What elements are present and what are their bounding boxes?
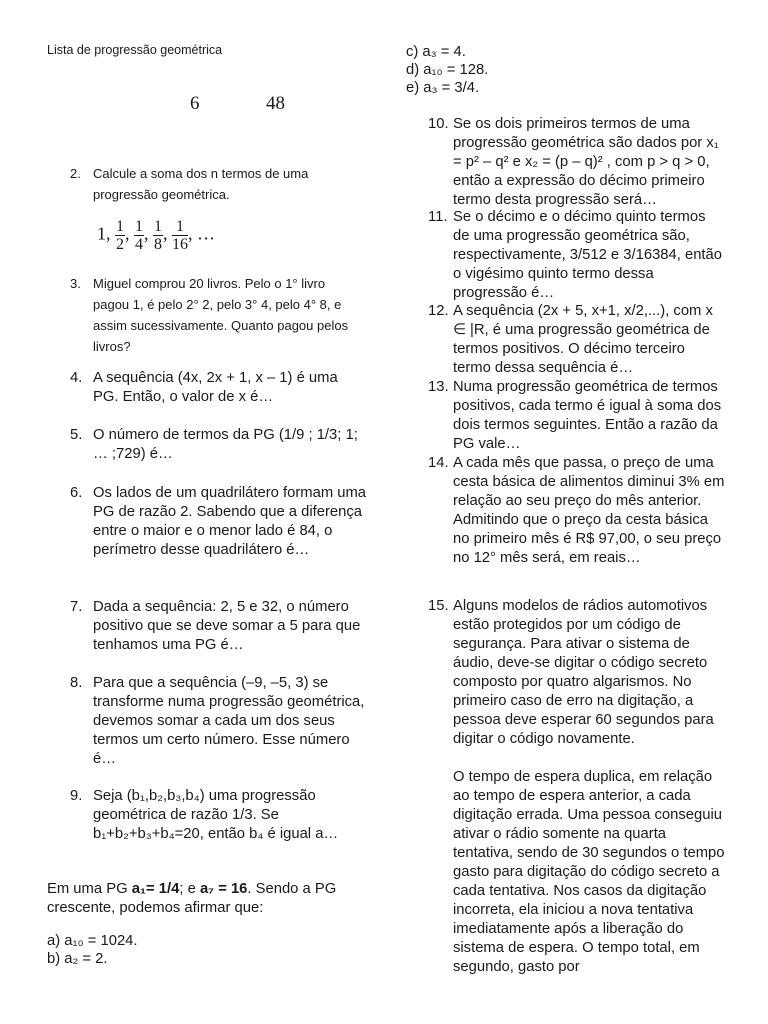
question-number: 6. (70, 485, 83, 501)
question-text-cont: O tempo de espera duplica, em relação ao tempo de espera anterior, a cada digitação errada. Uma pessoa conseguiu ativar o rádio somente na quarta tentativa, sendo de 30 segundos o tempo gasto para digitação do código secreto a cada tentativa. Nos casos da digitação incorreta, ela iniciou a nova tentativa imediatamente após a liberação do sistema de espera. O tempo total, em segundo, gasto por (453, 769, 725, 975)
question-text: Calcule a soma dos n termos de uma progressão geométrica. (93, 166, 309, 202)
math-value-a: 6 (190, 93, 200, 114)
seq-first: 1, (97, 223, 111, 244)
question-number: 13. (428, 379, 449, 395)
question-text: Dada a sequência: 2, 5 e 32, o número positivo que se deve somar a 5 para que tenhamos uma PG é… (93, 599, 361, 653)
question-text: A sequência (2x + 5, x+1, x/2,...), com x ∈ |R, é uma progressão geométrica de termos positivos. O décimo terceiro termo dessa sequência é… (453, 303, 713, 376)
question-number: 4. (70, 370, 83, 386)
question-14 (428, 454, 726, 568)
fraction: $\frac{1}{2}$ (116, 218, 124, 253)
option-b: b) a₂ = 2. (47, 951, 108, 967)
question-7 (70, 598, 368, 655)
question-2 (70, 163, 340, 205)
question-number: 8. (70, 675, 83, 691)
option-e: e) a₃ = 3/4. (406, 80, 480, 96)
question-11 (428, 208, 723, 303)
question-3 (70, 273, 362, 357)
pg-statement: Em uma PG a₁= 1/4; e a₇ = 16. Sendo a PG crescente, podemos afirmar que: (47, 881, 337, 916)
question-text: Numa progressão geométrica de termos positivos, cada termo é igual à soma dos dois termos seguintes. Então a razão da PG vale… (453, 379, 722, 452)
question-6 (70, 484, 368, 560)
question-5 (70, 426, 360, 464)
sequence-formula: 1, $\frac{1}{2}$ , $\frac{1}{4}$ , $\frac{1}{8}$ , $\frac{1}{16}$ , … (97, 218, 215, 253)
question-text: Os lados de um quadrilátero formam uma PG de razão 2. Sabendo que a diferença entre o maior e o menor lado é 84, o perímetro desse quadrilátero é… (93, 485, 367, 558)
question-4 (70, 369, 360, 407)
question-number: 9. (70, 788, 83, 804)
question-number: 5. (70, 427, 83, 443)
question-15 (428, 597, 726, 977)
question-number: 11. (428, 209, 448, 225)
question-9 (70, 787, 364, 844)
question-text-cont: b₁+b₂+b₃+b₄=20, então b₄ é igual a… (93, 826, 339, 842)
fraction: $\frac{1}{4}$ (135, 218, 143, 253)
question-8 (70, 674, 368, 769)
question-text: Miguel comprou 20 livros. Pelo o 1° livro pagou 1, é pelo 2° 2, pelo 3° 4, pelo 4° 8, e assim sucessivamente. Quanto pagou pelos livros? (93, 276, 349, 354)
option-a: a) a₁₀ = 1024. (47, 933, 138, 949)
question-13 (428, 378, 723, 454)
question-10 (428, 115, 723, 210)
fraction: $\frac{1}{16}$ (172, 218, 188, 253)
question-number: 7. (70, 599, 83, 615)
question-number: 14. (428, 455, 449, 471)
question-text: Para que a sequência (–9, –5, 3) se transforme numa progressão geométrica, devemos somar a cada um dos seus termos um certo número. Esse número é… (93, 675, 365, 767)
fraction: $\frac{1}{8}$ (154, 218, 162, 253)
question-text: Alguns modelos de rádios automotivos estão protegidos por um código de segurança. Para ativar o sistema de áudio, deve-se digitar o código secreto composto por quatro algarismos. No primeiro caso de erro na digitação, a pessoa deve esperar 60 segundos para digitar o código novamente. (453, 598, 714, 747)
question-number: 15. (428, 598, 449, 614)
pg-a7: a₇ = 16 (199, 881, 248, 897)
question-12 (428, 302, 723, 378)
question-text: Se o décimo e o décimo quinto termos de uma progressão geométrica são, respectivamente, 3/512 e 3/16384, então o vigésimo quinto termo dessa progressão é… (453, 209, 723, 301)
seq-tail: , … (188, 223, 215, 244)
question-number: 12. (428, 303, 449, 319)
question-text: Se os dois primeiros termos de uma progressão geométrica são dados por x₁ = p² – q² e x₂ = (p – q)² , com p > q > 0, então a expressão do décimo primeiro termo desta progressão será… (453, 116, 719, 208)
option-d: d) a₁₀ = 128. (406, 62, 489, 78)
question-number: 10. (428, 116, 449, 132)
question-number: 2. (70, 166, 81, 181)
pg-a1: a₁= 1/4 (131, 881, 180, 897)
option-c: c) a₃ = 4. (406, 44, 466, 60)
question-number: 3. (70, 276, 81, 291)
question-text: Seja (b₁,b₂,b₃,b₄) uma progressão geométrica de razão 1/3. Se (93, 788, 316, 823)
question-text: A cada mês que passa, o preço de uma cesta básica de alimentos diminui 3% em relação ao seu preço do mês anterior. Admitindo que o preço da cesta básica no primeiro mês é R$ 97,00, o seu preço no 12° mês será, em reais… (453, 455, 725, 566)
question-text: A sequência (4x, 2x + 1, x – 1) é uma PG. Então, o valor de x é… (93, 370, 338, 405)
math-value-b: 48 (266, 93, 285, 114)
question-text: O número de termos da PG (1/9 ; 1/3; 1; … ;729) é… (93, 427, 358, 462)
page-title: Lista de progressão geométrica (47, 43, 223, 57)
